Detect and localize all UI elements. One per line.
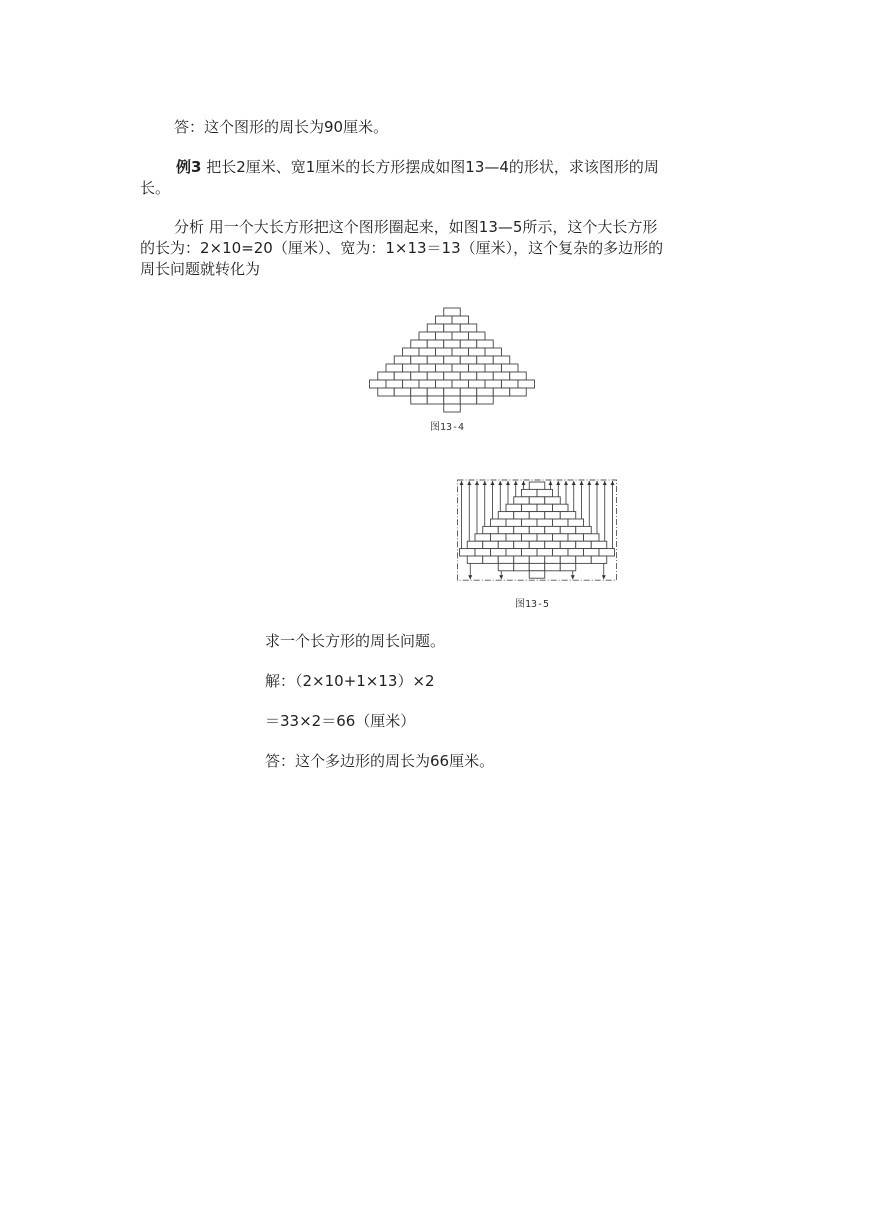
brick [452, 316, 469, 324]
example-label: 例3 [176, 158, 202, 176]
brick [378, 388, 395, 396]
brick [460, 324, 477, 332]
brick [514, 563, 530, 570]
brick [477, 340, 494, 348]
brick [444, 308, 461, 316]
arrow-head [499, 575, 503, 579]
brick [491, 534, 507, 541]
brick [491, 519, 507, 526]
brick [506, 519, 522, 526]
brick [510, 372, 527, 380]
brick [502, 380, 519, 388]
brick [485, 364, 502, 372]
figure-13-5-caption: 图13-5 [515, 599, 550, 610]
brick [386, 380, 403, 388]
arrow-head [514, 481, 518, 485]
brick [403, 348, 420, 356]
arrow-head [498, 481, 502, 485]
brick [493, 372, 510, 380]
arrow-head [491, 481, 495, 485]
brick [394, 356, 411, 364]
brick [576, 526, 592, 533]
brick [514, 526, 530, 533]
arrow-head [506, 481, 510, 485]
arrow-head [572, 481, 576, 485]
brick [427, 372, 444, 380]
brick [483, 526, 499, 533]
conclusion-line: 求一个长方形的周长问题。 [265, 632, 446, 650]
brick [419, 348, 436, 356]
brick [584, 534, 600, 541]
brick [444, 372, 461, 380]
brick [467, 541, 483, 548]
brick [452, 380, 469, 388]
brick [529, 512, 545, 519]
brick [436, 316, 453, 324]
brick [493, 356, 510, 364]
arrow-head [611, 481, 615, 485]
brick [452, 348, 469, 356]
analysis-line-3: 周长问题就转化为 [140, 260, 261, 278]
brick [475, 534, 491, 541]
brick [522, 519, 538, 526]
brick [444, 340, 461, 348]
arrow-head [556, 481, 560, 485]
brick [529, 563, 545, 570]
example-line-1 [176, 157, 659, 177]
brick [419, 332, 436, 340]
brick [529, 497, 545, 504]
brick [553, 519, 569, 526]
arrow-head [571, 575, 575, 579]
brick [510, 388, 527, 396]
brick [469, 348, 486, 356]
brick [452, 332, 469, 340]
brick [537, 534, 553, 541]
analysis-line-1: 分析 用一个大长方形把这个图形圈起来，如图13—5所示，这个大长方形 [174, 218, 658, 236]
brick [436, 364, 453, 372]
brick [514, 512, 530, 519]
brick [475, 549, 491, 556]
brick [491, 549, 507, 556]
brick [560, 526, 576, 533]
brick [545, 512, 561, 519]
brick [411, 396, 428, 404]
brick [419, 380, 436, 388]
analysis-line-2: 的长为：2×10=20（厘米）、宽为：1×13＝13（厘米），这个复杂的多边形的 [140, 239, 664, 257]
brick [436, 380, 453, 388]
brick [477, 356, 494, 364]
brick [560, 563, 576, 570]
answer-line-1: 答：这个图形的周长为90厘米。 [174, 118, 389, 136]
arrow-head [522, 481, 526, 485]
brick [576, 556, 592, 563]
brick [529, 526, 545, 533]
brick [477, 388, 494, 396]
brick [529, 571, 545, 578]
brick [483, 556, 499, 563]
brick [477, 396, 494, 404]
brick [483, 541, 499, 548]
brick [514, 556, 530, 563]
brick [460, 372, 477, 380]
brick [436, 332, 453, 340]
brick [514, 497, 530, 504]
brick [560, 541, 576, 548]
brick [394, 372, 411, 380]
arrow-head [603, 481, 607, 485]
brick [591, 541, 607, 548]
brick [469, 380, 486, 388]
brick [436, 348, 453, 356]
brick [498, 556, 514, 563]
brick [522, 504, 538, 511]
brick [444, 404, 461, 412]
brick [460, 340, 477, 348]
brick [545, 526, 561, 533]
brick [506, 504, 522, 511]
brick [444, 324, 461, 332]
brick [545, 541, 561, 548]
arrow-head [468, 575, 472, 579]
brick [460, 549, 476, 556]
example-text: 把长2厘米、宽1厘米的长方形摆成如图13—4的形状，求该图形的周 [201, 158, 659, 176]
brick [498, 526, 514, 533]
brick [411, 372, 428, 380]
brick [506, 534, 522, 541]
arrow-head [549, 481, 553, 485]
brick [493, 388, 510, 396]
brick [427, 388, 444, 396]
arrow-head [460, 481, 464, 485]
brick [467, 556, 483, 563]
arrow-head [483, 481, 487, 485]
brick [411, 356, 428, 364]
figure-13-5 [450, 474, 630, 582]
figure-13-4-caption: 图13-4 [430, 422, 465, 433]
brick [452, 364, 469, 372]
arrow-head [564, 481, 568, 485]
brick [444, 388, 461, 396]
brick [545, 563, 561, 570]
brick [498, 541, 514, 548]
brick [460, 396, 477, 404]
figure-13-4 [360, 300, 580, 412]
brick [545, 556, 561, 563]
arrow-head [602, 575, 606, 579]
solution-line-1: 解：（2×10+1×13）×2 [265, 672, 435, 690]
brick [537, 489, 553, 496]
brick [498, 563, 514, 570]
brick [411, 388, 428, 396]
brick [537, 504, 553, 511]
brick [370, 380, 387, 388]
arrow-head [580, 481, 584, 485]
brick [514, 541, 530, 548]
arrow-head [595, 481, 599, 485]
brick [427, 356, 444, 364]
brick [469, 364, 486, 372]
brick [529, 482, 545, 489]
brick [469, 332, 486, 340]
brick [568, 549, 584, 556]
brick [386, 364, 403, 372]
brick [529, 556, 545, 563]
brick [498, 512, 514, 519]
arrow-head [475, 481, 479, 485]
brick [444, 356, 461, 364]
brick [553, 534, 569, 541]
brick [502, 364, 519, 372]
brick [584, 549, 600, 556]
arrow-head [587, 481, 591, 485]
brick [518, 380, 535, 388]
brick [529, 541, 545, 548]
brick [560, 556, 576, 563]
brick [591, 556, 607, 563]
brick [378, 372, 395, 380]
brick [403, 380, 420, 388]
brick [537, 549, 553, 556]
answer-line-2: 答：这个多边形的周长为66厘米。 [265, 752, 495, 770]
brick [522, 489, 538, 496]
brick [419, 364, 436, 372]
brick [444, 396, 461, 404]
brick [568, 519, 584, 526]
brick [460, 388, 477, 396]
brick [553, 504, 569, 511]
brick [545, 497, 561, 504]
brick [576, 541, 592, 548]
brick [394, 388, 411, 396]
brick [477, 372, 494, 380]
brick [485, 380, 502, 388]
example-line-2: 长。 [140, 179, 171, 197]
brick [427, 324, 444, 332]
brick [506, 549, 522, 556]
arrow-head [467, 481, 471, 485]
brick [522, 534, 538, 541]
brick [599, 549, 615, 556]
brick [553, 549, 569, 556]
brick [560, 512, 576, 519]
brick [485, 348, 502, 356]
brick [427, 396, 444, 404]
brick [537, 519, 553, 526]
brick [411, 340, 428, 348]
brick [403, 364, 420, 372]
brick [427, 340, 444, 348]
solution-line-2: ＝33×2＝66（厘米） [265, 712, 416, 730]
brick [460, 356, 477, 364]
brick [522, 549, 538, 556]
brick [568, 534, 584, 541]
